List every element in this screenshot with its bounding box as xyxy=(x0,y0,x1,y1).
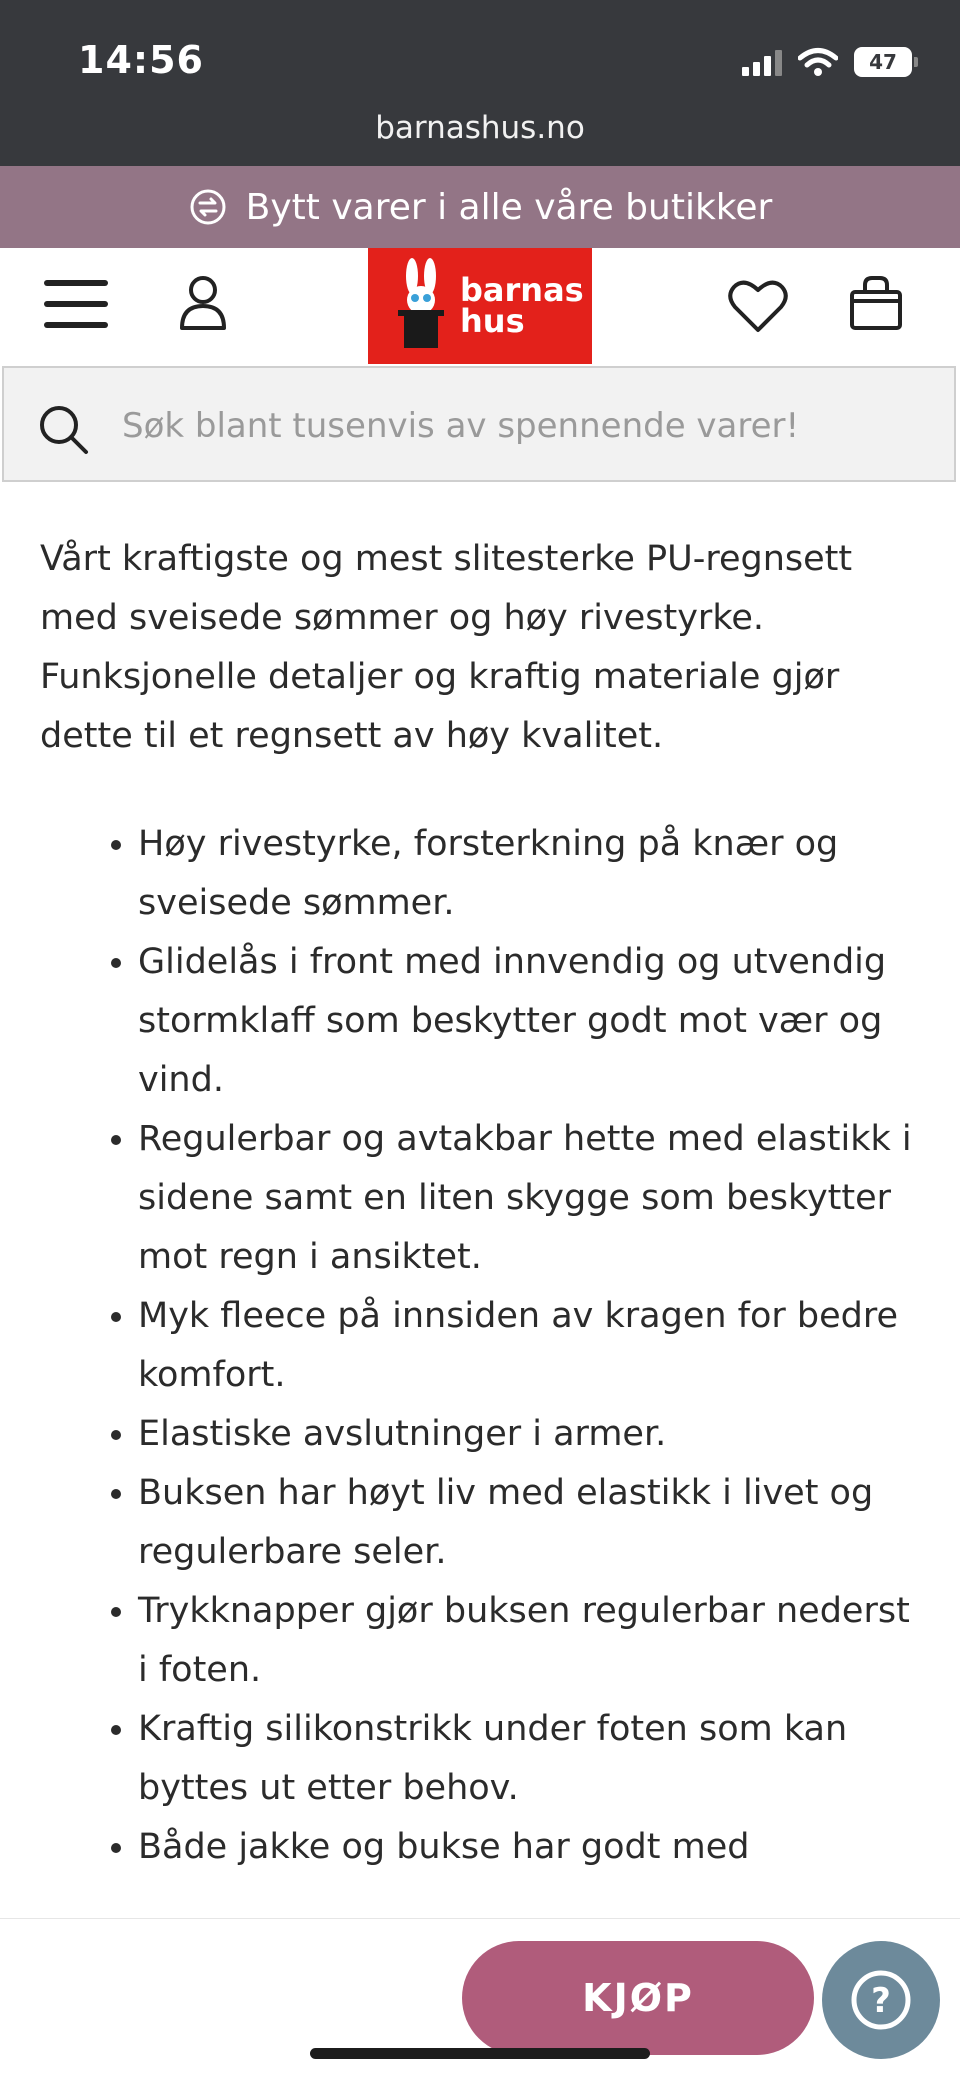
feature-item: • Glidelås i front med innvendig og utvendig stormklaff som beskytter godt mot vær og vind. xyxy=(138,933,920,1110)
feature-item: • Buksen har høyt liv med elastikk i livet og regulerbare seler. xyxy=(138,1464,920,1582)
home-indicator xyxy=(310,2048,650,2059)
status-icons xyxy=(742,44,912,80)
feature-item: • Kraftig silikonstrikk under foten som kan byttes ut etter behov. xyxy=(138,1700,920,1818)
feature-item: • Høy rivestyrke, forsterkning på knær og sveisede sømmer. xyxy=(138,815,920,933)
battery-icon: 47 xyxy=(854,47,912,77)
menu-icon[interactable] xyxy=(44,278,108,330)
feature-list xyxy=(40,815,920,1877)
search-bar[interactable] xyxy=(2,366,956,482)
heart-icon[interactable] xyxy=(728,278,788,334)
promo-text: Bytt varer i alle våre butikker xyxy=(245,186,773,228)
status-bar xyxy=(0,0,960,166)
logo[interactable] xyxy=(368,248,592,364)
feature-item: • Myk fleece på innsiden av kragen for bedre komfort. xyxy=(138,1287,920,1405)
bag-icon[interactable] xyxy=(848,274,904,332)
buy-button[interactable]: KJØP xyxy=(462,1941,814,2055)
feature-item: • Trykknapper gjør buksen regulerbar nederst i foten. xyxy=(138,1582,920,1700)
product-description xyxy=(40,530,920,1877)
help-label: ? xyxy=(871,1981,891,2021)
search-icon[interactable] xyxy=(38,404,90,456)
site-header xyxy=(0,248,960,364)
wifi-icon xyxy=(798,47,838,77)
feature-item: • Både jakke og bukse har godt med xyxy=(138,1818,920,1877)
search-input[interactable] xyxy=(120,392,924,460)
logo-text: barnas hus xyxy=(460,271,584,340)
cellular-signal-icon xyxy=(742,48,782,76)
bunny-hat-icon xyxy=(390,256,452,356)
status-time: 14:56 xyxy=(78,38,204,82)
exchange-icon xyxy=(188,187,228,227)
url-bar[interactable]: barnashus.no xyxy=(375,110,585,146)
account-icon[interactable] xyxy=(178,274,228,332)
help-button[interactable] xyxy=(822,1941,940,2059)
help-icon xyxy=(850,1969,912,2031)
promo-banner[interactable] xyxy=(0,166,960,248)
feature-item: • Elastiske avslutninger i armer. xyxy=(138,1405,920,1464)
feature-item: • Regulerbar og avtakbar hette med elastikk i sidene samt en liten skygge som beskytter mot regn i ansiktet. xyxy=(138,1110,920,1287)
description-intro: Vårt kraftigste og mest slitesterke PU-regnsett med sveisede sømmer og høy rivestyrke. Funksjonelle detaljer og kraftig materiale gjør dette til et regnsett av høy kvalitet. xyxy=(40,539,853,756)
